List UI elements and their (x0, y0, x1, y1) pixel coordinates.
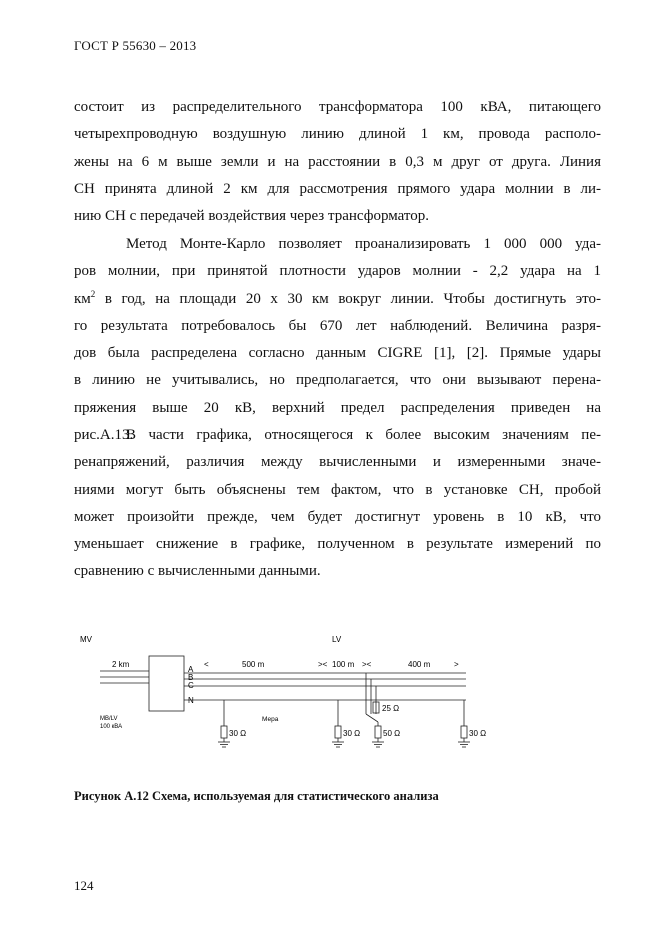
ground-resistor-2 (335, 726, 341, 738)
ground-4-resistance: 30 Ω (469, 729, 487, 738)
ground-resistor-1 (221, 726, 227, 738)
paragraph-line: ров молнии, при принятой плотности ударов молнии - 2,2 удара на 1 (74, 263, 601, 280)
paragraph-line: четырехпроводную воздушную линию длиной 1 км, провода располо- (74, 126, 601, 143)
figure-caption: Рисунок А.12 Схема, используемая для статистического анализа (74, 789, 439, 803)
superscript: 2 (90, 288, 96, 299)
arrow-left: < (204, 660, 209, 669)
paragraph-line: го результата потребовалось бы 670 лет наблюдений. Величина разря- (74, 317, 601, 334)
ground-resistor-3 (375, 726, 381, 738)
load-resistance-label: 25 Ω (382, 704, 400, 713)
document-header: ГОСТ Р 55630 – 2013 (74, 38, 197, 53)
paragraph-1 (74, 94, 601, 230)
arrow-right: > (454, 660, 459, 669)
mv-label: MV (80, 635, 92, 644)
segment-3-label: 400 m (408, 660, 431, 669)
phase-b-label: B (188, 673, 194, 682)
paragraph-line: ниями могут быть объяснены тем фактом, что в установке СН, пробой (74, 481, 601, 498)
paragraph-line: жены на 6 м выше земли и на расстоянии в 0,3 м друг от друга. Линия (74, 153, 601, 170)
transformer-rating: 100 кВА (100, 724, 123, 730)
paragraph-line: пряжения выше 20 кВ, верхний предел распределения приведен на (74, 399, 601, 416)
paragraph-line: нию СН с передачей воздействия через трансформатор. (74, 208, 429, 225)
paragraph-line: ренапряжений, различия между вычисленными и измеренными значе- (74, 454, 601, 471)
paragraph-line: дов была распределена согласно данным CIGRE [1], [2]. Прямые удары (74, 345, 601, 362)
circuit-diagram-svg (74, 628, 601, 758)
transformer-box (149, 656, 184, 711)
phase-n-label: N (188, 696, 194, 705)
phase-c-label: C (188, 681, 194, 690)
page-number: 124 (74, 878, 94, 893)
mera-label: Мера (262, 716, 279, 723)
ground-3-resistance: 50 Ω (383, 729, 401, 738)
paragraph-line: сравнению с вычисленными данными. (74, 563, 321, 580)
paragraph-line: уменьшает снижение в графике, полученном в результате измерений по (74, 536, 601, 553)
paragraph-line: состоит из распределительного трансформатора 100 кВА, питающего (74, 99, 601, 115)
ground-2-resistance: 30 Ω (343, 729, 361, 738)
unit-km: км (74, 290, 91, 307)
segment-2-label: 100 m (332, 660, 355, 669)
arrow-mid-2: >< (362, 660, 372, 669)
lv-label: LV (332, 635, 342, 644)
paragraph-line: в линию не учитывались, но предполагается, что они вызывают перена- (74, 372, 601, 389)
circuit-diagram (74, 628, 601, 758)
paragraph-line: В части графика, относящегося к более высоким значениям пе- (126, 427, 601, 443)
paragraph-line: СН принята длиной 2 км для рассмотрения прямого удара молнии в ли- (74, 180, 601, 197)
paragraph-line: рис.А.13. (74, 427, 134, 444)
mv-length-label: 2 km (112, 660, 130, 669)
transformer-label: MB/LV (100, 716, 118, 722)
paragraph-line (74, 286, 601, 313)
line-rest: в год, на площади 20 х 30 км вокруг линии. Чтобы достигнуть это- (95, 290, 601, 307)
paragraph-line: Метод Монте-Карло позволяет проанализировать 1 000 000 уда- (126, 236, 601, 252)
paragraph-2 (74, 231, 601, 449)
arrow-mid-1: >< (318, 660, 328, 669)
ground-1-resistance: 30 Ω (229, 729, 247, 738)
segment-1-label: 500 m (242, 660, 265, 669)
paragraph-3 (74, 422, 601, 586)
ground-resistor-4 (461, 726, 467, 738)
paragraph-line: может произойти прежде, чем будет достигнут уровень в 10 кВ, что (74, 508, 601, 525)
phase-a-label: A (188, 665, 194, 674)
